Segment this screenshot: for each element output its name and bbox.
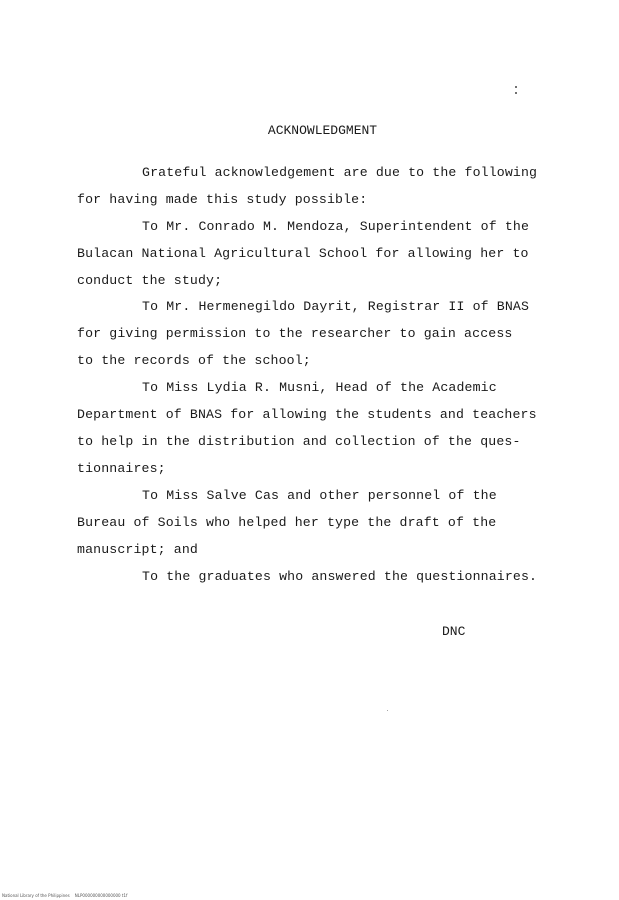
text-line: Grateful acknowledgement are due to the following (142, 165, 538, 180)
signature-initials: DNC (442, 624, 466, 639)
text-line: To the graduates who answered the questionnaires. (142, 569, 538, 584)
scan-speck (515, 92, 517, 94)
text-line: To Miss Salve Cas and other personnel of the (142, 488, 497, 503)
page-title: ACKNOWLEDGMENT (267, 123, 378, 138)
text-line: for giving permission to the researcher to gain access (77, 326, 513, 341)
text-line: conduct the study; (77, 273, 223, 288)
text-line: Bureau of Soils who helped her type the draft of the (77, 515, 497, 530)
text-line: to help in the distribution and collection of the ques- (77, 434, 521, 449)
text-line: for having made this study possible: (77, 192, 368, 207)
text-line: Bulacan National Agricultural School for allowing her to (77, 246, 529, 261)
scan-footer: National Library of the Philippines NLP000000000000000 t1f (2, 893, 128, 898)
scan-speck (387, 710, 388, 711)
text-line: To Mr. Hermenegildo Dayrit, Registrar II of BNAS (142, 299, 530, 314)
text-line: Department of BNAS for allowing the students and teachers (77, 407, 537, 422)
text-line: to the records of the school; (77, 353, 311, 368)
text-line: tionnaires; (77, 461, 166, 476)
scan-speck (515, 86, 517, 88)
text-line: manuscript; and (77, 542, 198, 557)
text-line: To Miss Lydia R. Musni, Head of the Academic (142, 380, 497, 395)
text-line: To Mr. Conrado M. Mendoza, Superintendent of the (142, 219, 530, 234)
